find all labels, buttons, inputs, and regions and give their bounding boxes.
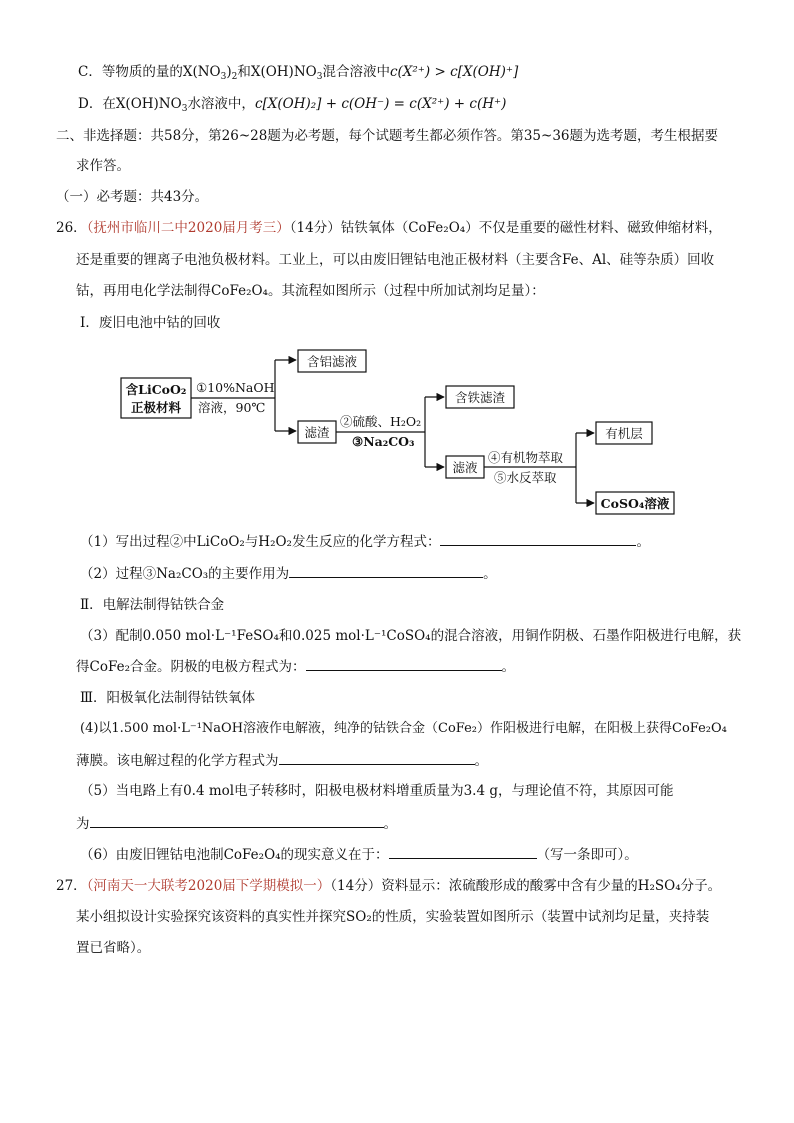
q26-sub6: （6）由废旧锂钴电池制CoFe₂O₄的现实意义在于： （写一条即可）。 (80, 844, 638, 865)
flow-box-filtrate: 滤液 (452, 460, 478, 475)
flow-diagram (0, 340, 794, 520)
flow-step3: ③Na₂CO₃ (352, 434, 415, 449)
flow-step4: ④有机物萃取 (488, 450, 564, 465)
q26-sub3: （3）配制0.050 mol·L⁻¹FeSO₄和0.025 mol·L⁻¹CoSO₄的混合溶液，用铜作阴极、石墨作阳极进行电解，获 (80, 628, 742, 644)
section2-heading-cont: 求作答。 (76, 158, 130, 174)
flow-box-fe: 含铁滤渣 (454, 390, 506, 405)
q26-sub2: （2）过程③Na₂CO₃的主要作用为 。 (80, 563, 497, 584)
q26-sub5: （5）当电路上有0.4 mol电子转移时，阳极电极材料增重质量为3.4 g，与理论值不符，其原因可能 (80, 783, 674, 799)
answer-blank-3[interactable] (306, 656, 502, 671)
flow-step5: ⑤水反萃取 (494, 470, 557, 485)
q26-sub5-cont: 为 。 (76, 813, 397, 834)
required-heading: （一）必考题：共43分。 (56, 189, 209, 205)
option-d: D．在$X(OH)NO_3$水溶液中，c[X(OH)₂] + c(OH⁻) = c(X²⁺) + c(H⁺) (78, 96, 507, 114)
part1-heading: Ⅰ．废旧电池中钴的回收 (80, 315, 221, 331)
q27-source: （河南天一大联考2020届下学期模拟一） (86, 878, 331, 894)
q27-intro-line2: 某小组拟设计实验探究该资料的真实性并探究SO₂的性质，实验装置如图所示（装置中试剂均足量，夹持装 (76, 909, 710, 925)
flow-start-2: 正极材料 (130, 400, 182, 415)
answer-blank-2[interactable] (289, 563, 483, 578)
q26-sub4-cont: 薄膜。该电解过程的化学方程式为 。 (76, 750, 488, 771)
flow-box-residue: 滤渣 (304, 425, 330, 440)
answer-blank-4[interactable] (279, 750, 475, 765)
option-c: C．等物质的量的$X(NO_3)_2$和$X(OH)NO_3$混合溶液中c(X²⁺) > c[X(OH)⁺] (78, 64, 519, 82)
section2-heading: 二、非选择题：共58分，第26~28题为必考题，每个试题考生都必须作答。第35~36题为选考题，考生根据要 (56, 128, 719, 144)
flow-box-al: 含铝滤液 (306, 354, 358, 369)
flow-box-coso4: CoSO₄溶液 (600, 496, 670, 511)
flow-box-org: 有机层 (605, 426, 643, 441)
part2-heading: Ⅱ．电解法制得钴铁合金 (80, 597, 225, 613)
flow-start-1: 含LiCoO₂ (125, 382, 187, 397)
flow-step1b: 溶液，90℃ (198, 400, 266, 415)
flow-step1a: ①10%NaOH (196, 380, 275, 395)
answer-blank-5[interactable] (90, 813, 384, 828)
answer-blank-1[interactable] (440, 531, 636, 546)
q26-sub3-cont: 得CoFe₂合金。阴极的电极方程式为： 。 (76, 656, 515, 677)
q26-intro: 26．（抚州市临川二中2020届月考三）（14分）钴铁氧体（CoFe₂O₄）不仅是重要的磁性材料、磁致伸缩材料， (56, 220, 722, 236)
flow-step2: ②硫酸、H₂O₂ (340, 414, 422, 429)
answer-blank-6[interactable] (389, 844, 537, 859)
q26-sub4: (4)以1.500 mol·L⁻¹NaOH溶液作电解液，纯净的钴铁合金（CoFe₂）作阳极进行电解，在阳极上获得CoFe₂O₄ (80, 721, 727, 736)
part3-heading: Ⅲ．阳极氧化法制得钴铁氧体 (80, 690, 256, 706)
q27-intro: 27．（河南天一大联考2020届下学期模拟一）（14分）资料显示：浓硫酸形成的酸雾中含有少量的H₂SO₄分子。 (56, 878, 722, 894)
q27-intro-line3: 置已省略）。 (76, 940, 151, 956)
q26-source: （抚州市临川二中2020届月考三） (86, 220, 290, 236)
q26-intro-line2: 还是重要的锂离子电池负极材料。工业上，可以由废旧锂钴电池正极材料（主要含Fe、Al、硅等杂质）回收 (76, 252, 715, 268)
q26-intro-line3: 钴，再用电化学法制得CoFe₂O₄。其流程如图所示（过程中所加试剂均足量）： (76, 283, 545, 299)
q26-sub1: （1）写出过程②中LiCoO₂与H₂O₂发生反应的化学方程式： 。 (80, 531, 650, 552)
